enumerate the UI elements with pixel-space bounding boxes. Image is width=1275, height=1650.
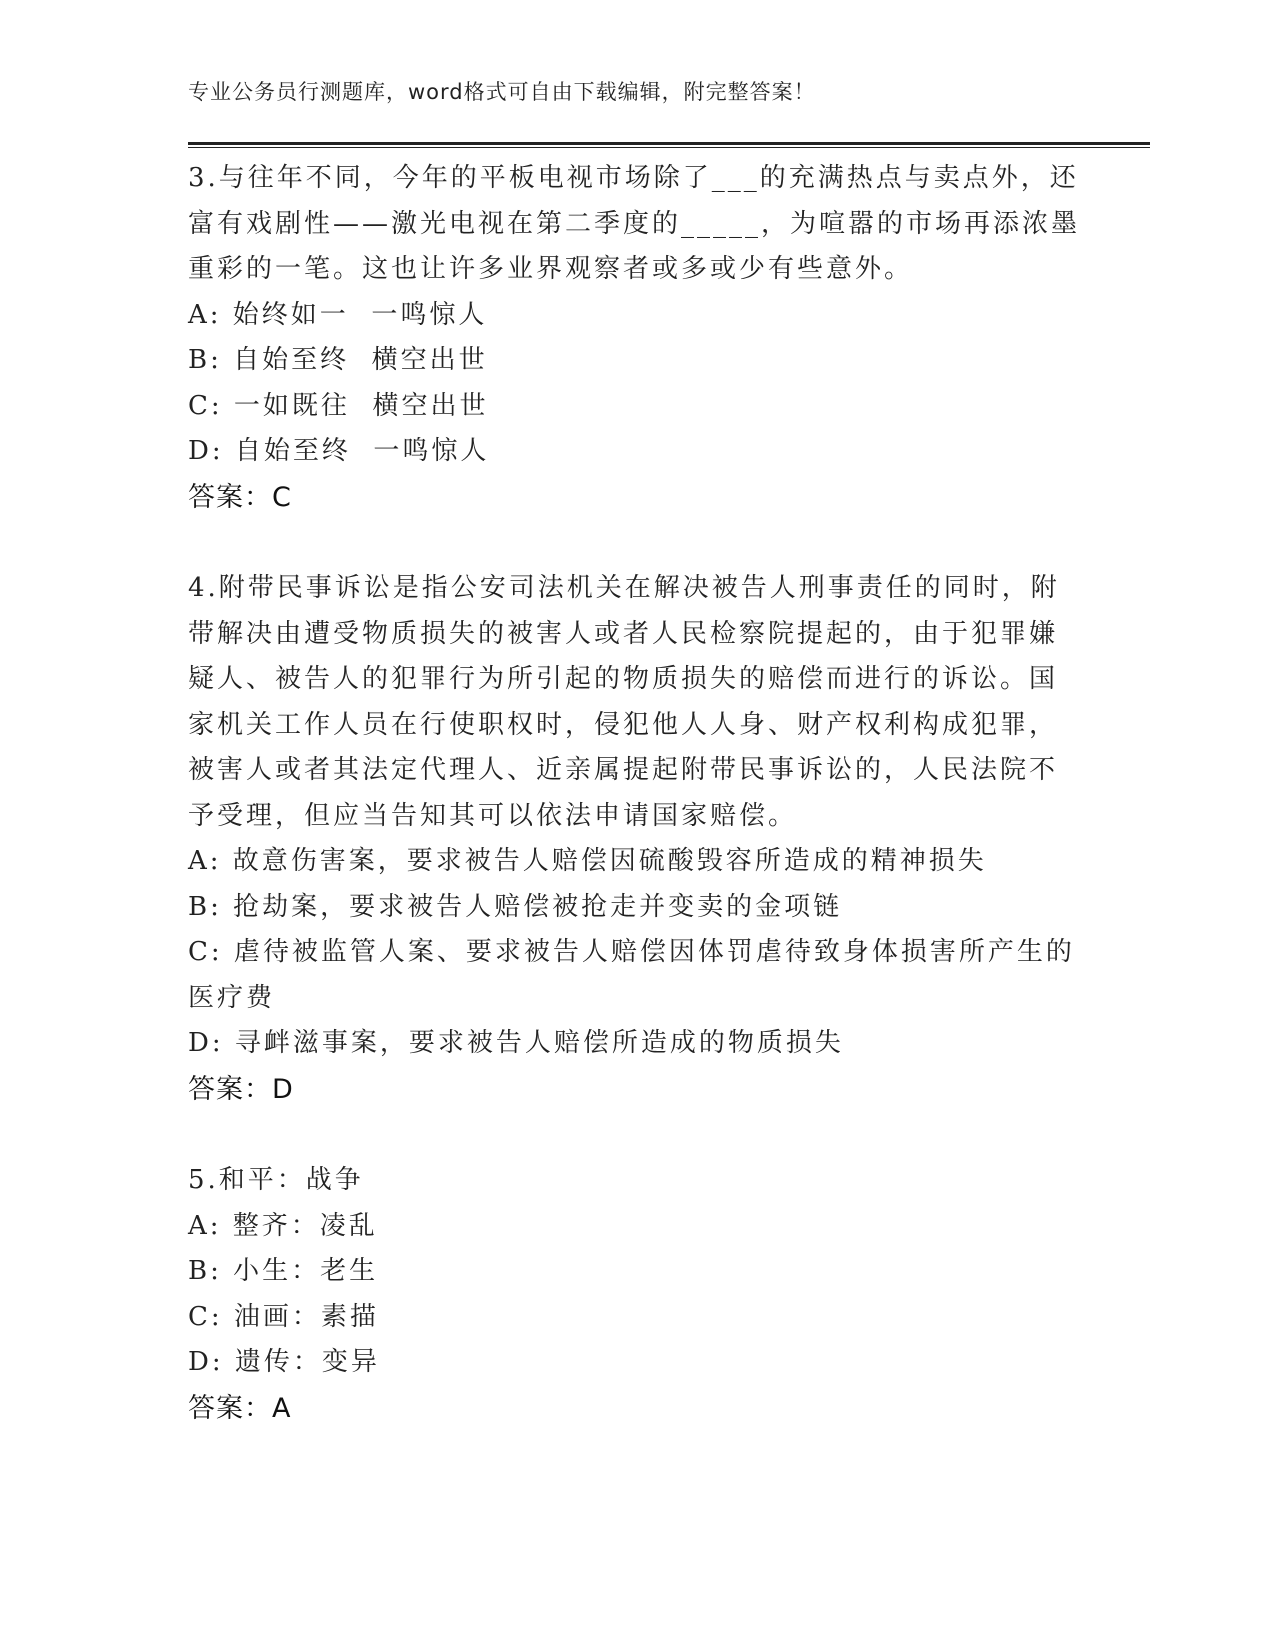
option-d: D: 自始至终 一鸣惊人	[188, 436, 490, 466]
question-stem	[188, 1158, 1088, 1204]
question-stem-line: 予受理，但应当告知其可以依法申请国家赔偿。	[188, 800, 798, 831]
question-stem-line: 带解决由遭受物质损失的被害人或者人民检察院提起的，由于犯罪嫌	[188, 618, 1059, 649]
question-list	[188, 156, 1088, 1477]
question-item	[188, 156, 1088, 520]
option-c: C: 一如既往 横空出世	[188, 390, 489, 421]
option-c: C: 虐待被监管人案、要求被告人赔偿因体罚虐待致身体损害所产生的 医疗费	[188, 937, 1075, 1013]
question-stem-line: 被害人或者其法定代理人、近亲属提起附带民事诉讼的，人民法院不	[188, 755, 1059, 785]
answer-label: 答案：D	[188, 1073, 294, 1105]
question-stem-line: 重彩的一笔。这也让许多业界观察者或多或少有些意外。	[188, 254, 914, 284]
question-stem-line: 家机关工作人员在行使职权时，侵犯他人人身、财产权利构成犯罪，	[188, 709, 1059, 740]
option-c: C: 油画：素描	[188, 1301, 379, 1332]
option-a: A: 整齐：凌乱	[188, 1210, 378, 1241]
answer-label: 答案：A	[188, 1392, 292, 1424]
question-stem-line: 富有戏剧性——激光电视在第二季度的_____，为喧嚣的市场再添浓墨	[188, 208, 1081, 239]
option-a: A: 故意伤害案，要求被告人赔偿因硫酸毁容所造成的精神损失	[188, 846, 987, 876]
header-note: 专业公务员行测题库，word格式可自由下载编辑，附完整答案！	[188, 80, 816, 104]
option-d: D: 遗传：变异	[188, 1347, 380, 1377]
question-stem-line: 疑人、被告人的犯罪行为所引起的物质损失的赔偿而进行的诉讼。国	[188, 664, 1059, 694]
question-stem-line: 5.和平：战争	[188, 1165, 364, 1195]
question-stem-line: 3.与往年不同，今年的平板电视市场除了___的充满热点与卖点外，还	[188, 163, 1079, 193]
option-b: B: 抢劫案，要求被告人赔偿被抢走并变卖的金项链	[188, 891, 843, 922]
question-stem	[188, 156, 1088, 293]
option-d: D: 寻衅滋事案，要求被告人赔偿所造成的物质损失	[188, 1028, 844, 1058]
question-stem	[188, 566, 1088, 839]
header-divider-thin	[188, 147, 1150, 148]
question-item	[188, 1158, 1088, 1431]
answer-label: 答案：C	[188, 481, 292, 513]
option-b: B: 自始至终 横空出世	[188, 345, 488, 375]
option-b: B: 小生：老生	[188, 1256, 379, 1286]
option-a: A: 始终如一 一鸣惊人	[188, 299, 488, 330]
header-divider-thick	[188, 142, 1150, 145]
question-item	[188, 566, 1088, 1112]
question-stem-line: 4.附带民事诉讼是指公安司法机关在解决被告人刑事责任的同时，附	[188, 573, 1060, 603]
header-divider	[188, 142, 1150, 148]
